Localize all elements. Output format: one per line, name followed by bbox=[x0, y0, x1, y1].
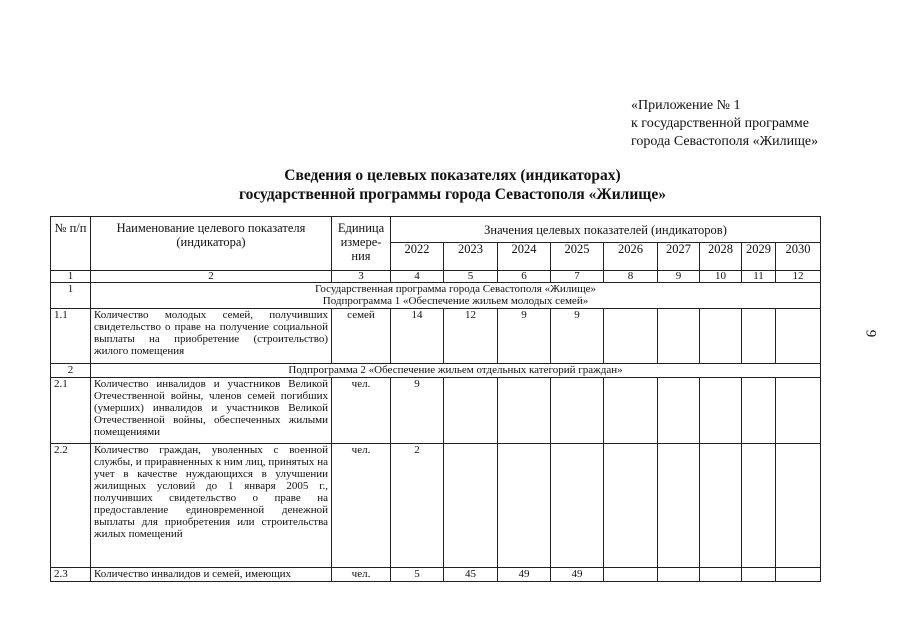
row-number: 1.1 bbox=[51, 309, 91, 364]
value-cell bbox=[776, 444, 821, 568]
value-cell bbox=[604, 444, 658, 568]
column-number: 12 bbox=[776, 271, 821, 283]
indicator-name: Количество инвалидов и семей, имеющих bbox=[91, 568, 332, 582]
indicator-name: Количество граждан, уволенных с военной службы, и приравненных к ним лиц, принятых на учет в качестве нуждающихся в улучшении жилищных условий до 1 января 2005 г., получивших свидетельство о праве на предоставление единовременной денежной выплаты для приобретения или строительства жилых помещений bbox=[91, 444, 332, 568]
value-cell bbox=[742, 444, 776, 568]
section-title: Подпрограмма 2 «Обеспечение жильем отдельных категорий граждан» bbox=[91, 364, 821, 378]
value-cell bbox=[498, 444, 551, 568]
table-row bbox=[51, 444, 821, 568]
value-cell bbox=[776, 568, 821, 582]
value-cell bbox=[658, 568, 700, 582]
section-title-line: Подпрограмма 1 «Обеспечение жильем молодых семей» bbox=[322, 295, 589, 307]
year-cell: 2028 bbox=[700, 243, 742, 271]
document-title-line-1: Сведения о целевых показателях (индикаторах) bbox=[284, 167, 621, 184]
value-cell bbox=[444, 444, 498, 568]
value-cell: 45 bbox=[444, 568, 498, 582]
header-number: № п/п bbox=[51, 217, 91, 271]
column-number: 1 bbox=[51, 271, 91, 283]
value-cell: 9 bbox=[498, 309, 551, 364]
indicators-table bbox=[50, 216, 821, 582]
section-title-line: Государственная программа города Севастополя «Жилище» bbox=[314, 283, 597, 295]
unit-cell: чел. bbox=[332, 378, 391, 444]
column-number: 7 bbox=[551, 271, 604, 283]
value-cell: 49 bbox=[551, 568, 604, 582]
value-cell bbox=[776, 309, 821, 364]
value-cell bbox=[700, 309, 742, 364]
appendix-line-3: города Севастополя «Жилище» bbox=[631, 134, 819, 149]
value-cell: 2 bbox=[391, 444, 444, 568]
value-cell bbox=[700, 568, 742, 582]
year-cell: 2027 bbox=[658, 243, 700, 271]
page-number: 9 bbox=[862, 329, 879, 338]
year-cell: 2022 bbox=[391, 243, 444, 271]
column-number: 10 bbox=[700, 271, 742, 283]
header-indicator-name: Наименование целевого показателя (индикатора) bbox=[91, 217, 332, 271]
year-cell: 2025 bbox=[551, 243, 604, 271]
row-number: 2.2 bbox=[51, 444, 91, 568]
appendix-line-2: к государственной программе bbox=[631, 116, 809, 131]
column-number: 3 bbox=[332, 271, 391, 283]
value-cell bbox=[742, 378, 776, 444]
column-number: 4 bbox=[391, 271, 444, 283]
value-cell bbox=[742, 568, 776, 582]
header-values: Значения целевых показателей (индикаторов) bbox=[391, 217, 821, 243]
unit-cell: чел. bbox=[332, 444, 391, 568]
unit-cell: чел. bbox=[332, 568, 391, 582]
year-cell: 2024 bbox=[498, 243, 551, 271]
row-number: 2.1 bbox=[51, 378, 91, 444]
section-number: 1 bbox=[51, 283, 91, 309]
value-cell bbox=[658, 444, 700, 568]
value-cell: 12 bbox=[444, 309, 498, 364]
year-cell: 2026 bbox=[604, 243, 658, 271]
column-number: 5 bbox=[444, 271, 498, 283]
header-unit: Единица измере-ния bbox=[332, 217, 391, 271]
value-cell bbox=[551, 444, 604, 568]
indicator-name: Количество инвалидов и участников Великой Отечественной войны, членов семей погибших (умерших) инвалидов и участников Великой Отечественной войны, обеспеченных жилыми помещениями bbox=[91, 378, 332, 444]
value-cell bbox=[776, 378, 821, 444]
value-cell bbox=[604, 309, 658, 364]
unit-cell: семей bbox=[332, 309, 391, 364]
value-cell: 49 bbox=[498, 568, 551, 582]
section-title bbox=[91, 283, 821, 309]
value-cell: 9 bbox=[551, 309, 604, 364]
value-cell bbox=[604, 378, 658, 444]
table-row bbox=[51, 309, 821, 364]
column-number: 11 bbox=[742, 271, 776, 283]
section-number: 2 bbox=[51, 364, 91, 378]
indicator-name: Количество молодых семей, получивших свидетельство о праве на получение социальной выплаты на приобретение (строительство) жилого помещения bbox=[91, 309, 332, 364]
value-cell bbox=[551, 378, 604, 444]
section-row bbox=[51, 364, 821, 378]
table-row bbox=[51, 568, 821, 582]
value-cell bbox=[444, 378, 498, 444]
value-cell bbox=[658, 309, 700, 364]
value-cell bbox=[604, 568, 658, 582]
column-number: 2 bbox=[91, 271, 332, 283]
year-cell: 2023 bbox=[444, 243, 498, 271]
row-number: 2.3 bbox=[51, 568, 91, 582]
section-row bbox=[51, 283, 821, 309]
column-number: 9 bbox=[658, 271, 700, 283]
year-cell: 2030 bbox=[776, 243, 821, 271]
table-row bbox=[51, 378, 821, 444]
year-cell: 2029 bbox=[742, 243, 776, 271]
column-number: 8 bbox=[604, 271, 658, 283]
document-title bbox=[0, 166, 905, 204]
value-cell bbox=[658, 378, 700, 444]
value-cell bbox=[498, 378, 551, 444]
column-number: 6 bbox=[498, 271, 551, 283]
value-cell: 5 bbox=[391, 568, 444, 582]
value-cell: 14 bbox=[391, 309, 444, 364]
value-cell bbox=[742, 309, 776, 364]
appendix-note bbox=[631, 97, 818, 151]
document-title-line-2: государственной программы города Севастополя «Жилище» bbox=[238, 186, 667, 203]
appendix-line-1: «Приложение № 1 bbox=[631, 98, 741, 113]
value-cell bbox=[700, 444, 742, 568]
value-cell bbox=[700, 378, 742, 444]
value-cell: 9 bbox=[391, 378, 444, 444]
